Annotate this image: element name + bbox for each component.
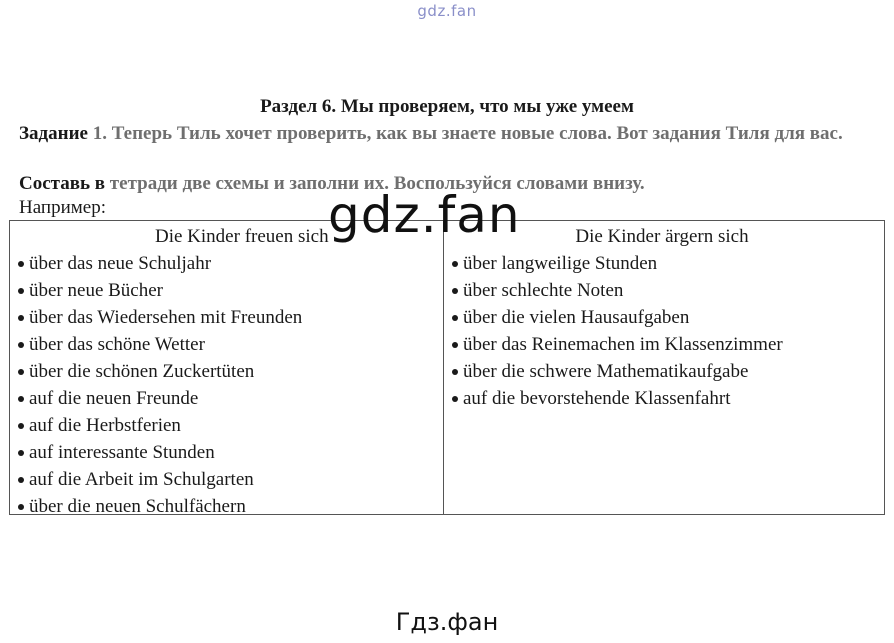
list-item — [452, 277, 884, 304]
bullet-icon — [18, 342, 24, 348]
bullet-icon — [18, 288, 24, 294]
list-item — [452, 358, 884, 385]
scheme-right-list — [452, 250, 884, 412]
bullet-icon — [452, 288, 458, 294]
list-item-text: über die vielen Hausaufgaben — [463, 307, 690, 328]
list-item-text: über neue Bücher — [29, 280, 163, 301]
list-item — [18, 439, 443, 466]
list-item — [18, 304, 443, 331]
bullet-icon — [452, 315, 458, 321]
list-item-text: auf die Herbstferien — [29, 415, 181, 436]
scheme-right-header: Die Kinder ärgern sich — [575, 226, 749, 247]
list-item — [18, 331, 443, 358]
list-item — [18, 385, 443, 412]
list-item — [18, 466, 443, 493]
list-item-text: über langweilige Stunden — [463, 253, 658, 274]
bullet-icon — [452, 342, 458, 348]
list-item — [452, 250, 884, 277]
bullet-icon — [18, 369, 24, 375]
list-item — [18, 412, 443, 439]
list-item-text: über das schöne Wetter — [29, 334, 205, 355]
task-body: Теперь Тиль хочет проверить, как вы знаете новые слова. Вот задания Тиля для вас. — [111, 123, 843, 144]
task-number: 1. — [92, 123, 107, 144]
list-item-text: über die neuen Schulfächern — [29, 496, 246, 517]
bullet-icon — [18, 261, 24, 267]
bullet-icon — [18, 315, 24, 321]
task-label: Задание — [19, 123, 88, 144]
list-item — [452, 385, 884, 412]
scheme-table — [9, 220, 885, 515]
list-item-text: auf die neuen Freunde — [29, 388, 199, 409]
scheme-left-header: Die Kinder freuen sich — [155, 226, 329, 247]
list-item-text: auf interessante Stunden — [29, 442, 215, 463]
list-item-text: über das Reinemachen im Klassenzimmer — [463, 334, 783, 355]
instruction-rest: тетради две схемы и заполни их. Воспользуйся словами внизу. — [109, 173, 645, 194]
bullet-icon — [18, 396, 24, 402]
task-text — [19, 121, 881, 147]
bullet-icon — [452, 396, 458, 402]
bullet-icon — [18, 450, 24, 456]
bullet-icon — [18, 477, 24, 483]
instruction-lead: Составь в — [19, 173, 106, 194]
watermark-bottom: Гдз.фан — [395, 608, 499, 636]
list-item — [18, 358, 443, 385]
bullet-icon — [452, 261, 458, 267]
list-item-text: über das neue Schuljahr — [29, 253, 212, 274]
list-item-text: über die schwere Mathematikaufgabe — [463, 361, 749, 382]
bullet-icon — [452, 369, 458, 375]
list-item — [452, 331, 884, 358]
list-item — [18, 493, 443, 520]
list-item — [18, 277, 443, 304]
scheme-left-list — [18, 250, 443, 520]
watermark-top: gdz.fan — [417, 2, 477, 20]
list-item-text: über schlechte Noten — [463, 280, 624, 301]
bullet-icon — [18, 423, 24, 429]
list-item-text: auf die Arbeit im Schulgarten — [29, 469, 254, 490]
list-item-text: über das Wiedersehen mit Freunden — [29, 307, 303, 328]
list-item-text: über die schönen Zuckertüten — [29, 361, 255, 382]
section-title: Раздел 6. Мы проверяем, что мы уже умеем — [260, 96, 634, 117]
scheme-left-column — [10, 221, 444, 517]
example-label: Например: — [19, 197, 106, 218]
list-item-text: auf die bevorstehende Klassenfahrt — [463, 388, 731, 409]
scheme-right-column — [444, 221, 884, 514]
watermark-center: gdz.fan — [328, 186, 521, 244]
bullet-icon — [18, 504, 24, 510]
list-item — [18, 250, 443, 277]
list-item — [452, 304, 884, 331]
